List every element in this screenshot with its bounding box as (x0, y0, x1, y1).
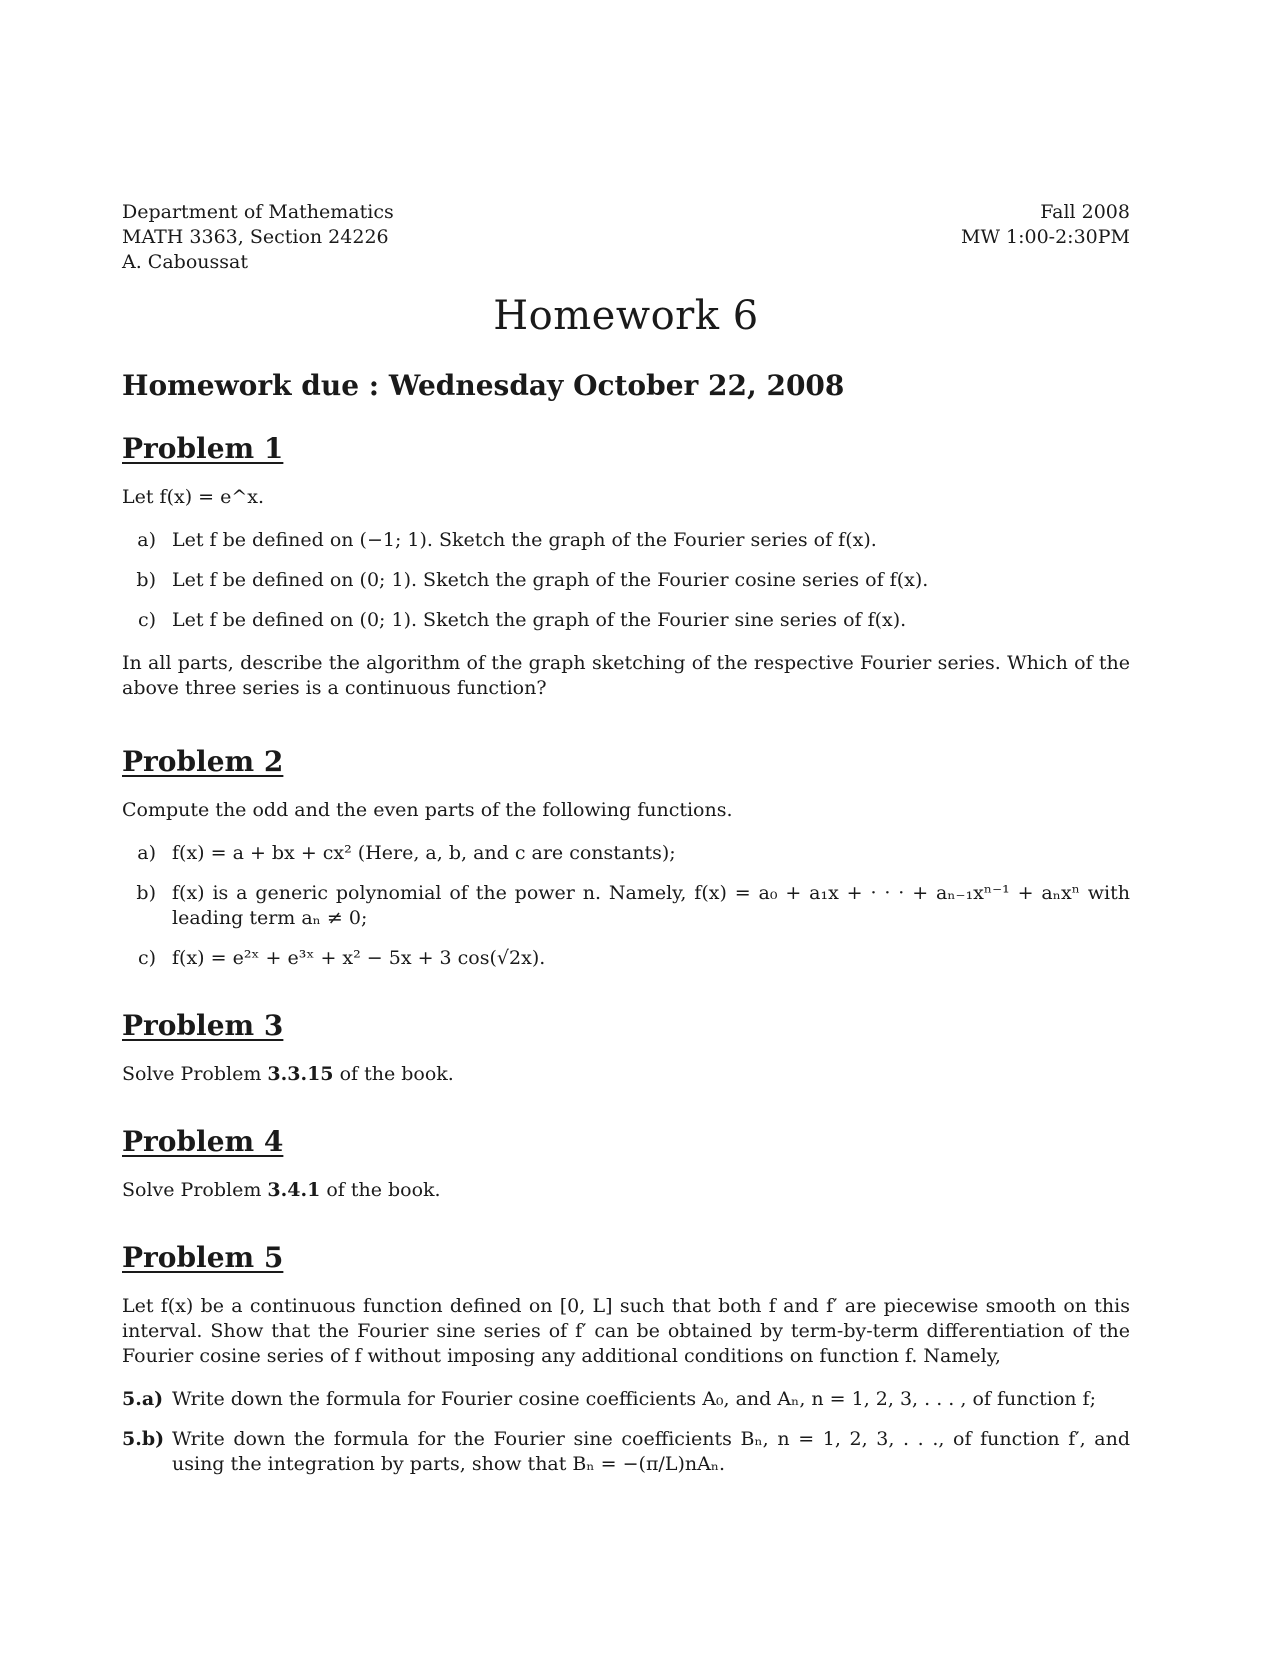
item-text: Let f be defined on (0; 1). Sketch the graph of the Fourier cosine series of f(x). (172, 569, 929, 591)
list-item (122, 881, 1130, 931)
item-marker: c) (137, 609, 156, 631)
problem-body (122, 1062, 1130, 1087)
item-text: Write down the formula for the Fourier sine coefficients Bₙ, n = 1, 2, 3, . . ., of function f′, and using the integration by parts, show that Bₙ = −(π/L)nAₙ. (172, 1428, 1130, 1475)
item-text: f(x) = a + bx + cx² (Here, a, b, and c are constants); (172, 842, 676, 864)
problem-4 (122, 1125, 1130, 1203)
item-marker: a) (137, 842, 156, 864)
problem-text-post: of the book. (320, 1179, 441, 1201)
header-right (961, 200, 1130, 275)
due-date-heading: Homework due : Wednesday October 22, 2008 (122, 369, 845, 402)
document-header (122, 200, 1130, 275)
problem-5 (122, 1241, 1130, 1477)
header-left (122, 200, 394, 275)
item-text: Let f be defined on (−1; 1). Sketch the graph of the Fourier series of f(x). (172, 529, 877, 551)
problem-2 (122, 745, 1130, 971)
book-problem-ref: 3.3.15 (267, 1063, 334, 1085)
item-marker: b) (136, 882, 156, 904)
problem-outro: In all parts, describe the algorithm of the graph sketching of the respective Fourier series. Which of the above three series is a continuous function? (122, 652, 1130, 699)
problem-3 (122, 1009, 1130, 1087)
item-text: f(x) = e²ˣ + e³ˣ + x² − 5x + 3 cos(√2x). (172, 947, 546, 969)
department-label: Department of Mathematics (122, 201, 394, 223)
problem-text-pre: Solve Problem (122, 1063, 268, 1085)
item-marker: b) (136, 569, 156, 591)
problem-text-pre: Solve Problem (122, 1179, 268, 1201)
list-item (122, 1427, 1130, 1477)
item-text: Write down the formula for Fourier cosine coefficients A₀, and Aₙ, n = 1, 2, 3, . . . , of function f; (172, 1388, 1096, 1410)
problem-intro: Compute the odd and the even parts of the following functions. (122, 799, 733, 821)
problem-heading: Problem 5 (122, 1241, 284, 1274)
instructor-label: A. Caboussat (122, 251, 248, 273)
problem-1 (122, 432, 1130, 701)
item-text: Let f be defined on (0; 1). Sketch the graph of the Fourier sine series of f(x). (172, 609, 907, 631)
list-item (122, 608, 1130, 633)
course-label: MATH 3363, Section 24226 (122, 226, 389, 248)
item-marker: c) (137, 947, 156, 969)
item-marker: a) (137, 529, 156, 551)
list-item (122, 946, 1130, 971)
list-item (122, 568, 1130, 593)
item-marker: 5.a) (122, 1388, 164, 1410)
problem-parts (122, 528, 1130, 633)
schedule-label: MW 1:00-2:30PM (960, 226, 1130, 248)
list-item (122, 1387, 1130, 1412)
item-text: f(x) is a generic polynomial of the power n. Namely, f(x) = a₀ + a₁x + · · · + aₙ₋₁xⁿ⁻¹ + aₙxⁿ with leading term aₙ ≠ 0; (172, 882, 1130, 929)
problem-parts (122, 841, 1130, 971)
problem-heading: Problem 4 (122, 1125, 284, 1158)
term-label: Fall 2008 (1040, 201, 1130, 223)
problem-body (122, 1178, 1130, 1203)
problem-intro: Let f(x) be a continuous function defined on [0, L] such that both f and f′ are piecewise smooth on this interval. Show that the Fourier sine series of f′ can be obtained by term-by-term differentiation of the Fourier cosine series of f without imposing any additional conditions on function f. Namely, (122, 1295, 1130, 1367)
problem-heading: Problem 2 (122, 745, 284, 778)
document-page (122, 200, 1130, 1495)
item-marker: 5.b) (122, 1428, 165, 1450)
book-problem-ref: 3.4.1 (267, 1179, 321, 1201)
list-item (122, 528, 1130, 553)
page-title: Homework 6 (493, 293, 759, 339)
problem-heading: Problem 1 (122, 432, 284, 465)
problem-text-post: of the book. (333, 1063, 454, 1085)
problem-intro: Let f(x) = e^x. (122, 486, 265, 508)
problem-heading: Problem 3 (122, 1009, 284, 1042)
problem-parts (122, 1387, 1130, 1477)
list-item (122, 841, 1130, 866)
